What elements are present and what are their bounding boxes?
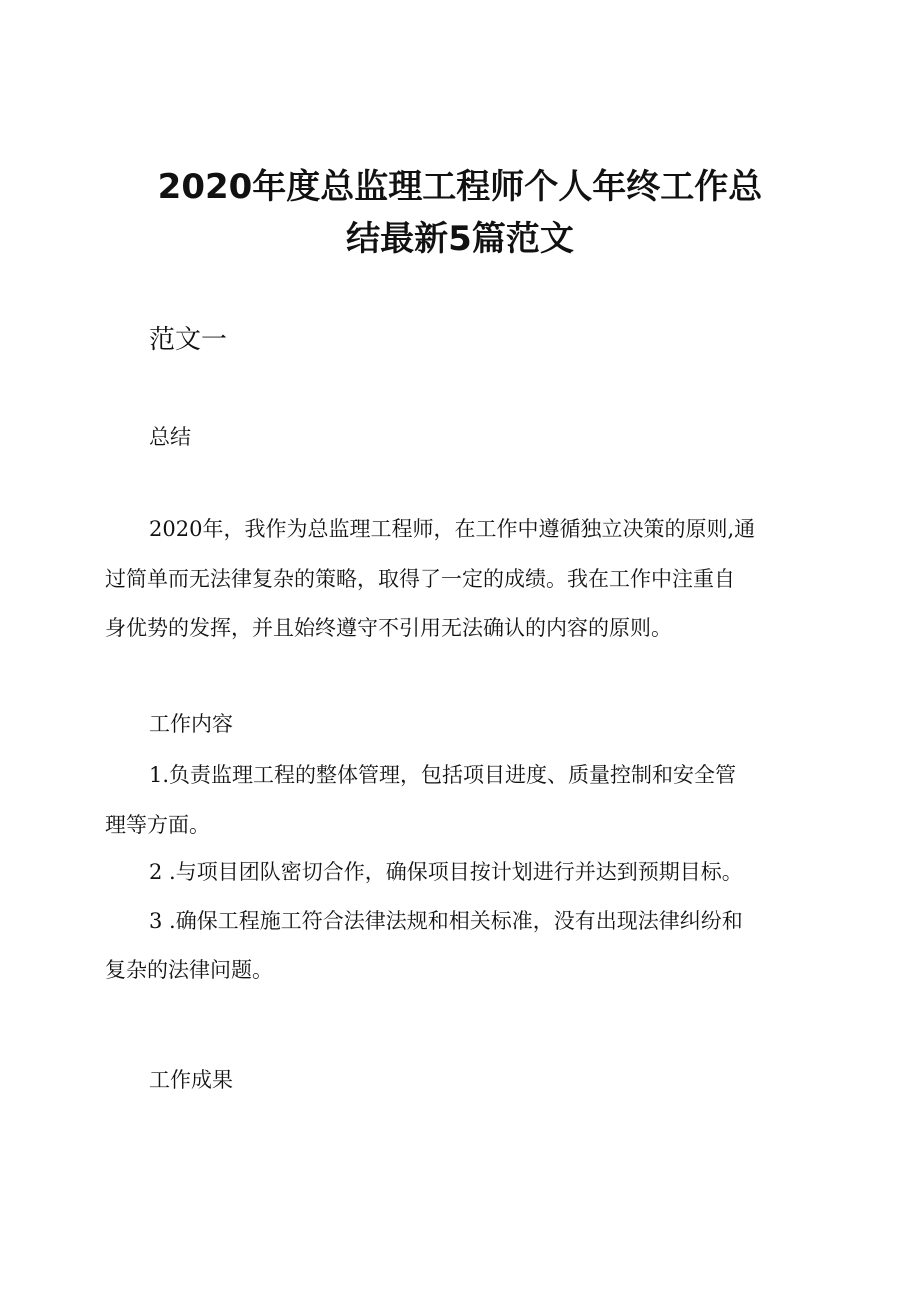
summary-paragraph-line-1: 2020年，我作为总监理工程师，在工作中遵循独立决策的原则,通 <box>149 517 756 541</box>
work-content-item-1-line-2: 理等方面。 <box>105 813 210 837</box>
section-heading-sample-one: 范文一 <box>149 325 228 355</box>
summary-paragraph-line-3: 身优势的发挥，并且始终遵守不引用无法确认的内容的原则。 <box>105 616 672 640</box>
work-results-heading: 工作成果 <box>149 1068 233 1092</box>
work-content-item-3-line-2: 复杂的法律问题。 <box>105 958 273 982</box>
document-title-line-2: 结最新5篇范文 <box>346 219 574 259</box>
work-content-item-3-line-1: 3 .确保工程施工符合法律法规和相关标准，没有出现法律纠纷和 <box>149 909 743 933</box>
summary-heading: 总结 <box>149 425 191 449</box>
work-content-heading: 工作内容 <box>149 712 233 736</box>
work-content-item-1-line-1: 1.负责监理工程的整体管理，包括项目进度、质量控制和安全管 <box>149 763 737 787</box>
work-content-item-2: 2 .与项目团队密切合作，确保项目按计划进行并达到预期目标。 <box>149 860 743 884</box>
document-title-line-1: 2020年度总监理工程师个人年终工作总 <box>157 167 763 207</box>
summary-paragraph-line-2: 过简单而无法律复杂的策略，取得了一定的成绩。我在工作中注重自 <box>105 567 735 591</box>
